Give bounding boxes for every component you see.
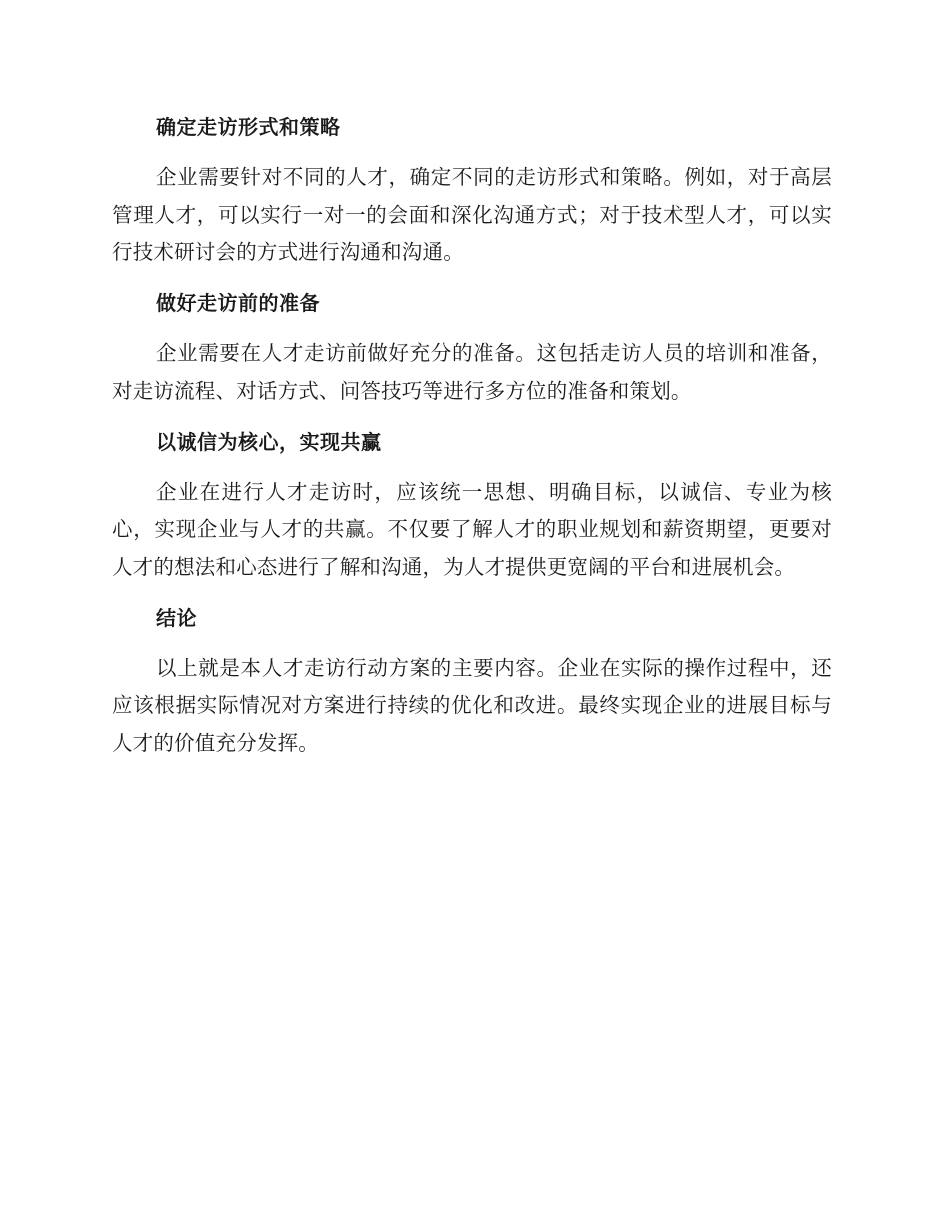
section-heading: 以诚信为核心，实现共赢 <box>156 429 382 454</box>
section-paragraph: 以上就是本人才走访行动方案的主要内容。企业在实际的操作过程中，还应该根据实际情况对方案进行持续的优化和改进。最终实现企业的进展目标与人才的价值充分发挥。 <box>112 655 832 756</box>
section-heading: 确定走访形式和策略 <box>156 115 341 139</box>
document-page <box>112 108 832 775</box>
section-conclusion <box>112 599 832 763</box>
section-preparation <box>112 284 832 410</box>
section-paragraph: 企业需要针对不同的人才，确定不同的走访形式和策略。例如，对于高层管理人才，可以实行一对一的会面和深化沟通方式；对于技术型人才，可以实行技术研讨会的方式进行沟通和沟通。 <box>112 165 832 265</box>
section-heading: 结论 <box>156 605 197 630</box>
section-paragraph: 企业在进行人才走访时，应该统一思想、明确目标，以诚信、专业为核心，实现企业与人才的共赢。不仅要了解人才的职业规划和薪资期望，更要对人才的想法和心态进行了解和沟通，为人才提供更宽阔的平台和进展机会。 <box>112 479 832 579</box>
section-integrity <box>112 423 832 587</box>
section-paragraph: 企业需要在人才走访前做好充分的准备。这包括走访人员的培训和准备，对走访流程、对话方式、问答技巧等进行多方位的准备和策划。 <box>112 341 832 403</box>
section-visit-format <box>112 108 832 272</box>
section-heading: 做好走访前的准备 <box>156 291 320 316</box>
